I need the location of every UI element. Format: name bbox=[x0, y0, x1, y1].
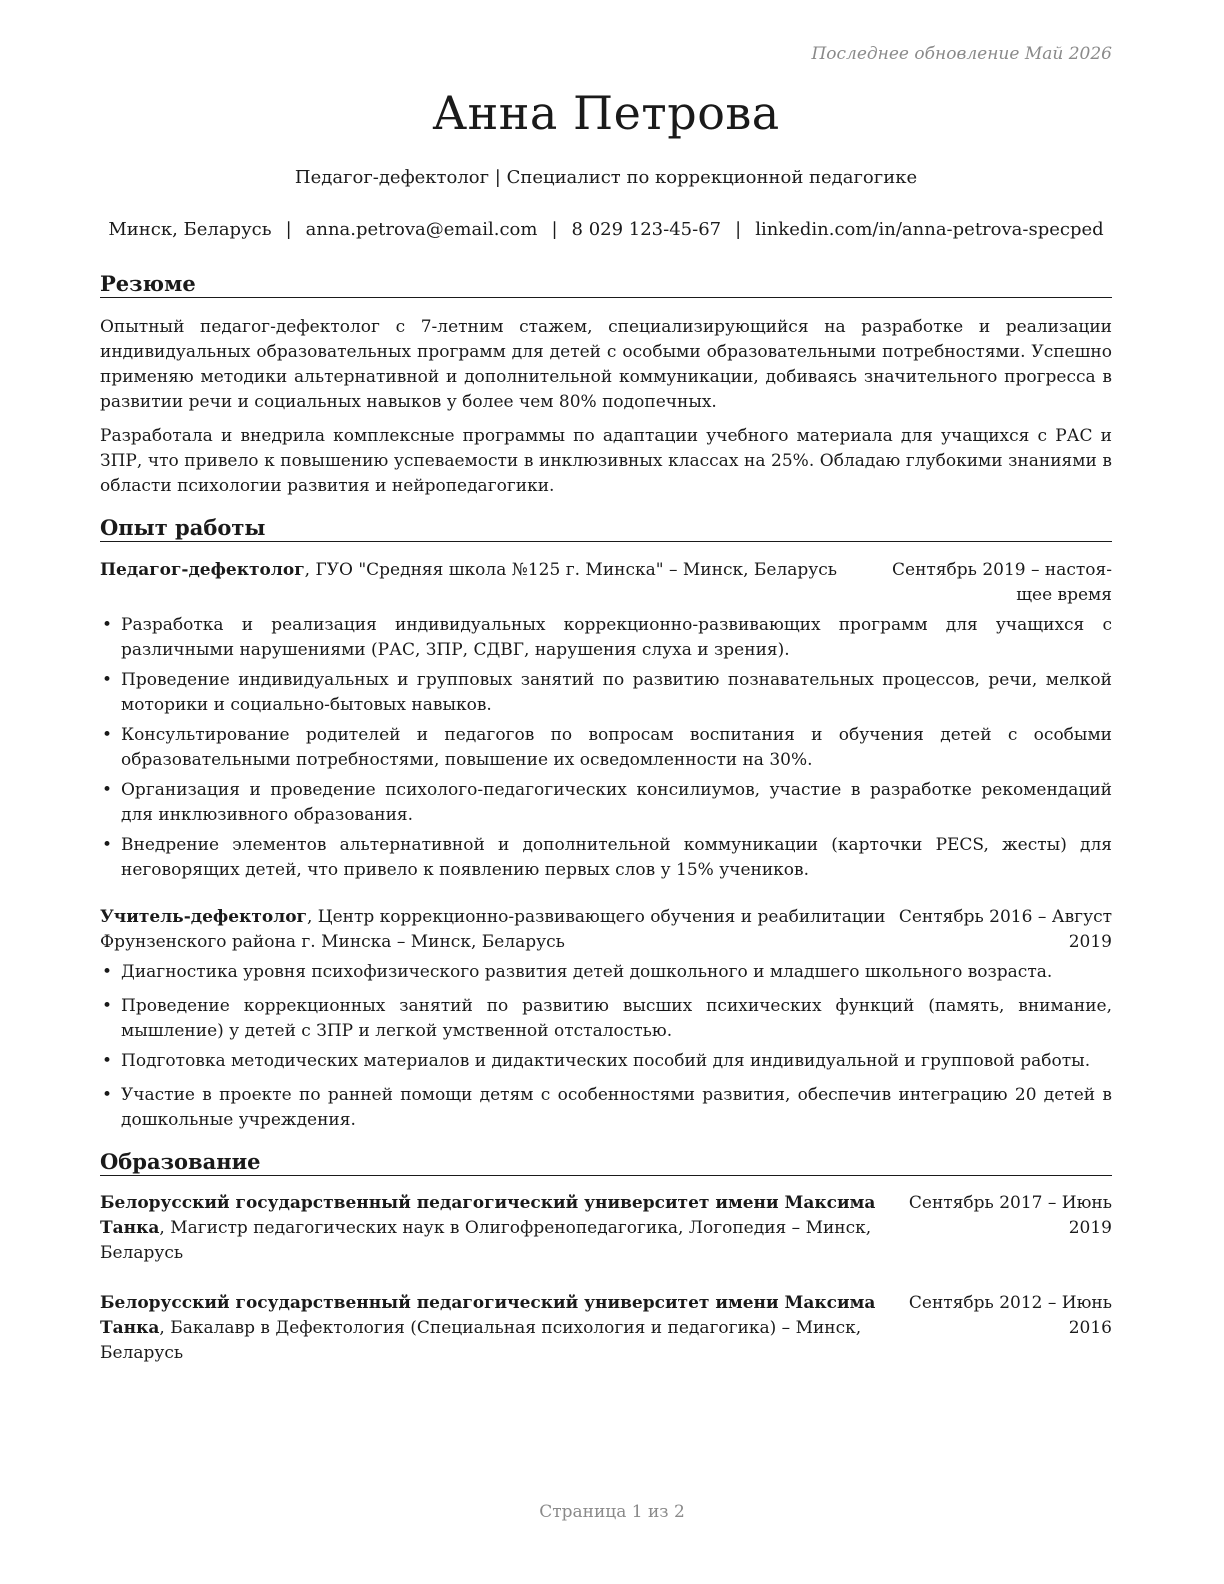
contact-line bbox=[100, 219, 1112, 240]
list-item: • Внедрение элементов альтернативной и дополнительной коммуникации (карточки PECS, жесты) для неговорящих детей, что привело к появлению первых слов у 15% учеников. bbox=[100, 833, 1112, 883]
education-dates-line: 2019 bbox=[1068, 1218, 1112, 1238]
list-item: • Разработка и реализация индивидуальных коррекционно-развивающих программ для учащихся с различными нарушениями (РАС, ЗПР, СДВГ, нарушения слуха и зрения). bbox=[100, 613, 1112, 663]
list-item: • Проведение коррекционных занятий по развитию высших психических функций (память, внимание, мышление) у детей с ЗПР и легкой умственной отсталостью. bbox=[100, 994, 1112, 1044]
job-dates-line: щее время bbox=[1016, 585, 1112, 605]
job-org-line: , ГУО "Средняя школа №125 г. Минска" – Минск, Беларусь bbox=[304, 560, 838, 580]
list-item: • Диагностика уровня психофизического развития детей дошкольного и младшего школьного возраста. bbox=[100, 960, 1112, 985]
job-org-line: Фрунзенского района г. Минска – Минск, Беларусь bbox=[100, 932, 565, 952]
contact-phone: 8 029 123-45-67 bbox=[571, 219, 722, 240]
education-school bbox=[100, 1191, 875, 1266]
job-dates-line: Сентябрь 2019 – настоя- bbox=[892, 560, 1112, 580]
list-item: • Проведение индивидуальных и групповых занятий по развитию познавательных процессов, речи, мелкой моторики и социально-бытовых навыков. bbox=[100, 668, 1112, 718]
list-item: • Подготовка методических материалов и дидактических пособий для индивидуальной и групповой работы. bbox=[100, 1049, 1112, 1074]
job-dates-line: 2019 bbox=[1068, 932, 1112, 952]
summary-paragraph: Опытный педагог-дефектолог с 7-летним стажем, специализирующийся на разработке и реализации индивидуальных образовательных программ для детей с особыми образовательными потребностями. Успешно применяю методики альтернативной и дополнительной коммуникации, добиваясь значительного прогресса в развитии речи и социальных навыков у более чем 80% подопечных. bbox=[100, 317, 1112, 412]
section-title-experience: Опыт работы bbox=[100, 515, 1112, 542]
school-name-cont: Танка bbox=[100, 1218, 160, 1238]
education-item bbox=[100, 1191, 1112, 1267]
contact-separator: | bbox=[285, 219, 292, 240]
contact-separator: | bbox=[735, 219, 742, 240]
school-name-cont: Танка bbox=[100, 1318, 160, 1338]
contact-email[interactable]: anna.petrova@email.com bbox=[305, 219, 538, 240]
education-dates bbox=[876, 1191, 1112, 1241]
education-dates bbox=[876, 1291, 1112, 1341]
job-header bbox=[100, 905, 1112, 955]
degree: , Магистр педагогических наук в Олигофренопедагогика, Логопедия – Минск, bbox=[159, 1218, 872, 1238]
job-bullets bbox=[100, 960, 1112, 1133]
page-number: Страница 1 из 2 bbox=[539, 1502, 685, 1522]
job-org bbox=[100, 558, 837, 583]
degree: , Бакалавр в Дефектология (Специальная психология и педагогика) – Минск, bbox=[159, 1318, 862, 1338]
school-name: Белорусский государственный педагогический университет имени Максима bbox=[100, 1193, 876, 1213]
contact-location: Минск, Беларусь bbox=[108, 219, 272, 240]
education-dates-line: 2016 bbox=[1068, 1318, 1112, 1338]
education-location: Беларусь bbox=[100, 1243, 184, 1263]
list-item: • Консультирование родителей и педагогов по вопросам воспитания и обучения детей с особыми образовательными потребностями, повышение их осведомленности на 30%. bbox=[100, 723, 1112, 773]
job-bullets bbox=[100, 613, 1112, 883]
candidate-name: Анна Петрова bbox=[432, 86, 780, 140]
section-title-summary: Резюме bbox=[100, 271, 1112, 298]
last-updated: Последнее обновление Май 2026 bbox=[811, 44, 1112, 64]
job-role: Педагог-дефектолог bbox=[100, 560, 305, 580]
section-title-education: Образование bbox=[100, 1149, 1112, 1176]
contact-linkedin[interactable]: linkedin.com/in/anna-petrova-specped bbox=[755, 219, 1104, 240]
headline: Педагог-дефектолог | Специалист по коррекционной педагогике bbox=[294, 167, 918, 188]
school-name: Белорусский государственный педагогический университет имени Максима bbox=[100, 1293, 876, 1313]
job-dates-line: Сентябрь 2016 – Август bbox=[898, 907, 1112, 927]
job-role: Учитель-дефектолог bbox=[100, 907, 307, 927]
job-header bbox=[100, 558, 1112, 608]
job-dates bbox=[880, 905, 1112, 955]
list-item: • Организация и проведение психолого-педагогических консилиумов, участие в разработке рекомендаций для инклюзивного образования. bbox=[100, 778, 1112, 828]
education-item bbox=[100, 1291, 1112, 1367]
list-item: • Участие в проекте по ранней помощи детям с особенностями развития, обеспечив интеграцию 20 детей в дошкольные учреждения. bbox=[100, 1083, 1112, 1133]
job-org bbox=[100, 905, 885, 955]
education-location: Беларусь bbox=[100, 1343, 184, 1363]
job-dates bbox=[872, 558, 1112, 608]
education-school bbox=[100, 1291, 875, 1366]
education-dates-line: Сентябрь 2017 – Июнь bbox=[908, 1193, 1112, 1213]
summary-paragraph: Разработала и внедрила комплексные программы по адаптации учебного материала для учащихся с РАС и ЗПР, что привело к повышению успеваемости в инклюзивных классах на 25%. Обладаю глубокими знаниями в области психологии развития и нейропедагогики. bbox=[100, 426, 1112, 496]
contact-separator: | bbox=[551, 219, 558, 240]
job-org-line: , Центр коррекционно-развивающего обучения и реабилитации bbox=[306, 907, 886, 927]
education-dates-line: Сентябрь 2012 – Июнь bbox=[908, 1293, 1112, 1313]
